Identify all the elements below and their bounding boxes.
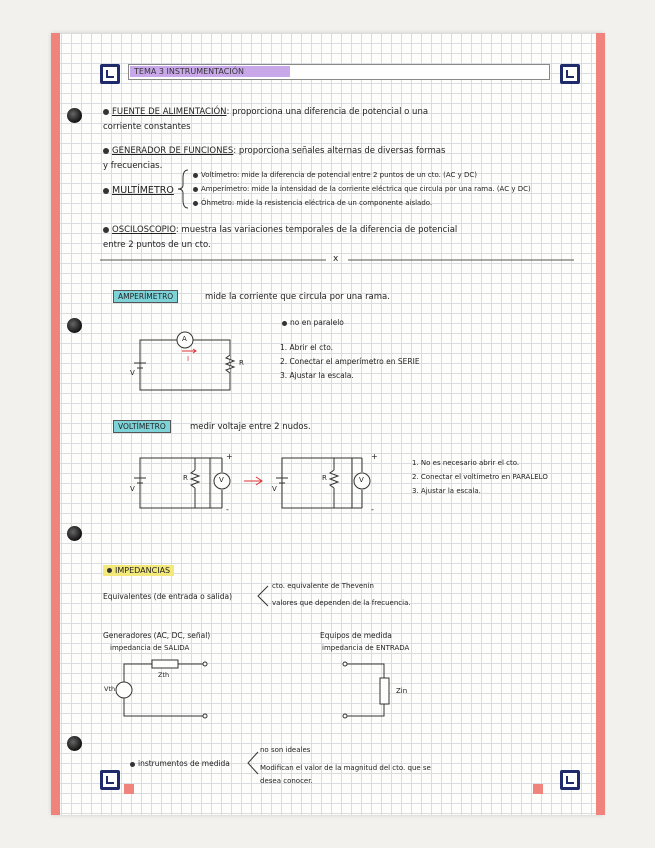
zin-label: Zin xyxy=(396,687,408,695)
plus-label: + xyxy=(371,452,378,461)
amperimetro-note: no en paralelo xyxy=(282,319,344,327)
generador-text-2: y frecuencias. xyxy=(103,161,163,171)
divider-mark: x xyxy=(333,254,339,264)
resistor-label: R xyxy=(322,474,327,482)
generador-text: : proporciona señales alternas de diversas formas xyxy=(233,146,446,156)
eq-sub: impedancia de ENTRADA xyxy=(322,644,410,652)
fuente-text-2: corriente constantes xyxy=(103,122,191,132)
generador-label: GENERADOR DE FUNCIONES xyxy=(112,146,234,156)
voltimetro-step-3: 3. Ajustar la escala. xyxy=(412,487,481,495)
voltimetro-step-1: 1. No es necesario abrir el cto. xyxy=(412,459,520,467)
equiv-item-2: valores que dependen de la frecuencia. xyxy=(272,599,411,607)
page-title: TEMA 3 INSTRUMENTACIÓN xyxy=(134,67,244,76)
instrumentos-line: instrumentos de medida xyxy=(130,760,230,768)
source-label: V xyxy=(130,369,135,377)
fuente-text: : proporciona una diferencia de potencial o una xyxy=(226,107,429,117)
bullet-icon xyxy=(130,762,135,767)
voltmeter-label-1: V xyxy=(219,476,224,484)
source-label: V xyxy=(130,485,135,493)
zth-label: Zth xyxy=(158,671,170,679)
resistor-label: R xyxy=(239,359,244,367)
amperimetro-desc: mide la corriente que circula por una rama. xyxy=(205,292,390,302)
instrumentos-item-1: no son ideales xyxy=(260,746,311,754)
equiv-label: Equivalentes (de entrada o salida) xyxy=(103,592,233,601)
minus-label: - xyxy=(371,505,374,514)
plus-label: + xyxy=(226,452,233,461)
amperimetro-step-2: 2. Conectar el amperímetro en SERIE xyxy=(280,357,420,366)
resistor-label: R xyxy=(183,474,188,482)
amperimetro-step-1: 1. Abrir el cto. xyxy=(280,343,334,352)
instrumentos-item-3: desea conocer. xyxy=(260,777,313,785)
voltimetro-step-2: 2. Conectar el voltímetro en PARALELO xyxy=(412,473,548,481)
voltimetro-tag: VOLTÍMETRO xyxy=(113,420,171,433)
voltimetro-desc: medir voltaje entre 2 nudos. xyxy=(190,422,311,432)
multimetro-item-1: Voltímetro: mide la diferencia de potencial entre 2 puntos de un cto. (AC y DC) xyxy=(193,172,477,179)
osciloscopio-text-2: entre 2 puntos de un cto. xyxy=(103,240,211,250)
gen-title: Generadores (AC, DC, señal) xyxy=(103,631,211,640)
current-label: I xyxy=(187,355,190,363)
gen-sub: impedancia de SALIDA xyxy=(110,644,190,652)
osciloscopio-label: OSCILOSCOPIO xyxy=(112,225,176,235)
multimetro-label: MULTÍMETRO xyxy=(112,185,174,196)
osciloscopio-text: : muestra las variaciones temporales de la diferencia de potencial xyxy=(175,225,458,235)
eq-title: Equipos de medida xyxy=(320,631,392,640)
equiv-item-1: cto. equivalente de Thevenin xyxy=(272,582,374,590)
amperimetro-step-3: 3. Ajustar la escala. xyxy=(280,371,354,380)
amperimetro-tag: AMPERÍMETRO xyxy=(113,290,178,303)
minus-label: - xyxy=(226,505,229,514)
fuente-label: FUENTE DE ALIMENTACIÓN xyxy=(112,107,227,117)
impedancias-tag: IMPEDANCIAS xyxy=(103,565,174,576)
vth-label: Vth xyxy=(104,685,116,693)
multimetro-item-2: Amperímetro: mide la intensidad de la corriente eléctrica que circula por una rama. (AC y DC) xyxy=(193,186,531,193)
source-label: V xyxy=(272,485,277,493)
voltmeter-label-2: V xyxy=(359,476,364,484)
multimetro-item-3: Óhmetro: mide la resistencia eléctrica de un componente aislado. xyxy=(193,200,432,207)
ammeter-label: A xyxy=(182,335,187,343)
instrumentos-item-2: Modifican el valor de la magnitud del cto. que se xyxy=(260,764,431,772)
